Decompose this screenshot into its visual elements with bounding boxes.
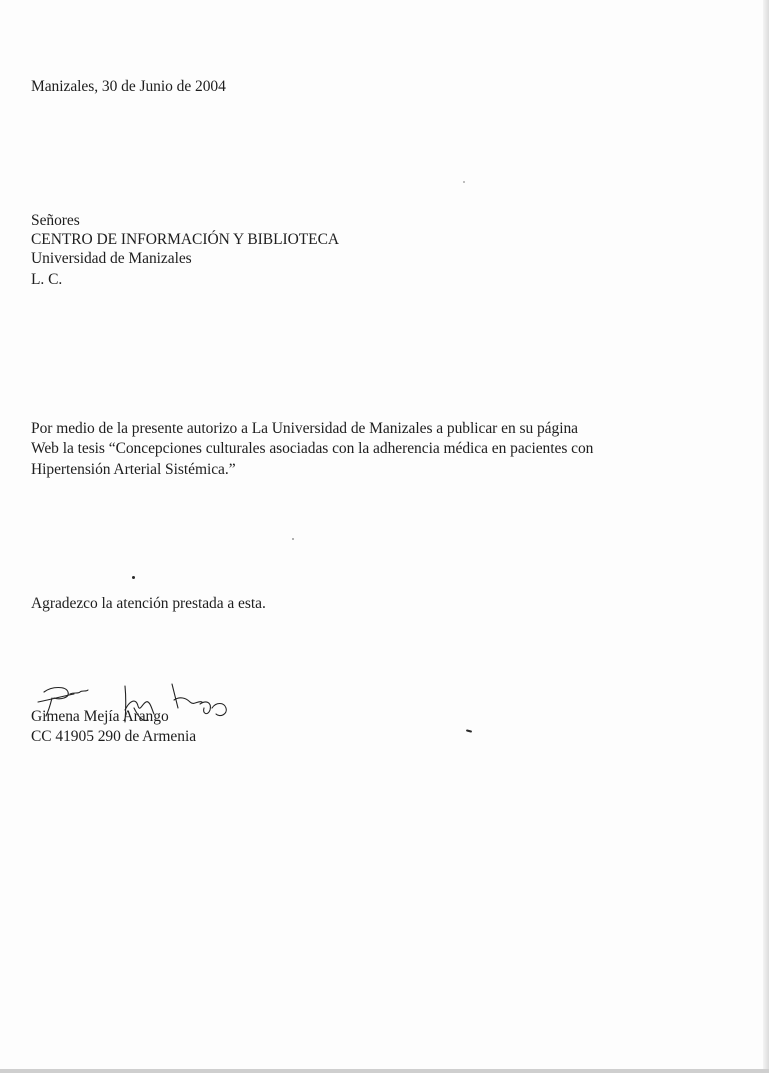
scan-edge-bottom [0,1069,769,1073]
scan-edge-right [763,0,769,1073]
scan-speck [132,576,135,579]
body-line-2: Web la tesis “Concepciones culturales asociadas con la adherencia médica en pacientes con [31,440,594,457]
signer-name: Gimena Mejía Arango [31,708,169,725]
body-line-3: Hipertensión Arterial Sistémica.” [31,461,236,478]
recipient-institution: Universidad de Manizales [31,250,192,267]
scan-speck [463,181,465,183]
scan-speck [292,538,294,540]
recipient-city: L. C. [31,271,63,288]
recipient-organization: CENTRO DE INFORMACIÓN Y BIBLIOTECA [31,231,340,248]
signer-id: CC 41905 290 de Armenia [31,728,197,745]
handwritten-signature [30,680,240,730]
recipient-salutation: Señores [31,212,80,229]
scan-speck [466,729,472,732]
closing-line: Agradezco la atención prestada a esta. [31,595,266,612]
date-line: Manizales, 30 de Junio de 2004 [31,78,226,95]
body-line-1: Por medio de la presente autorizo a La Universidad de Manizales a publicar en su página [31,420,578,437]
